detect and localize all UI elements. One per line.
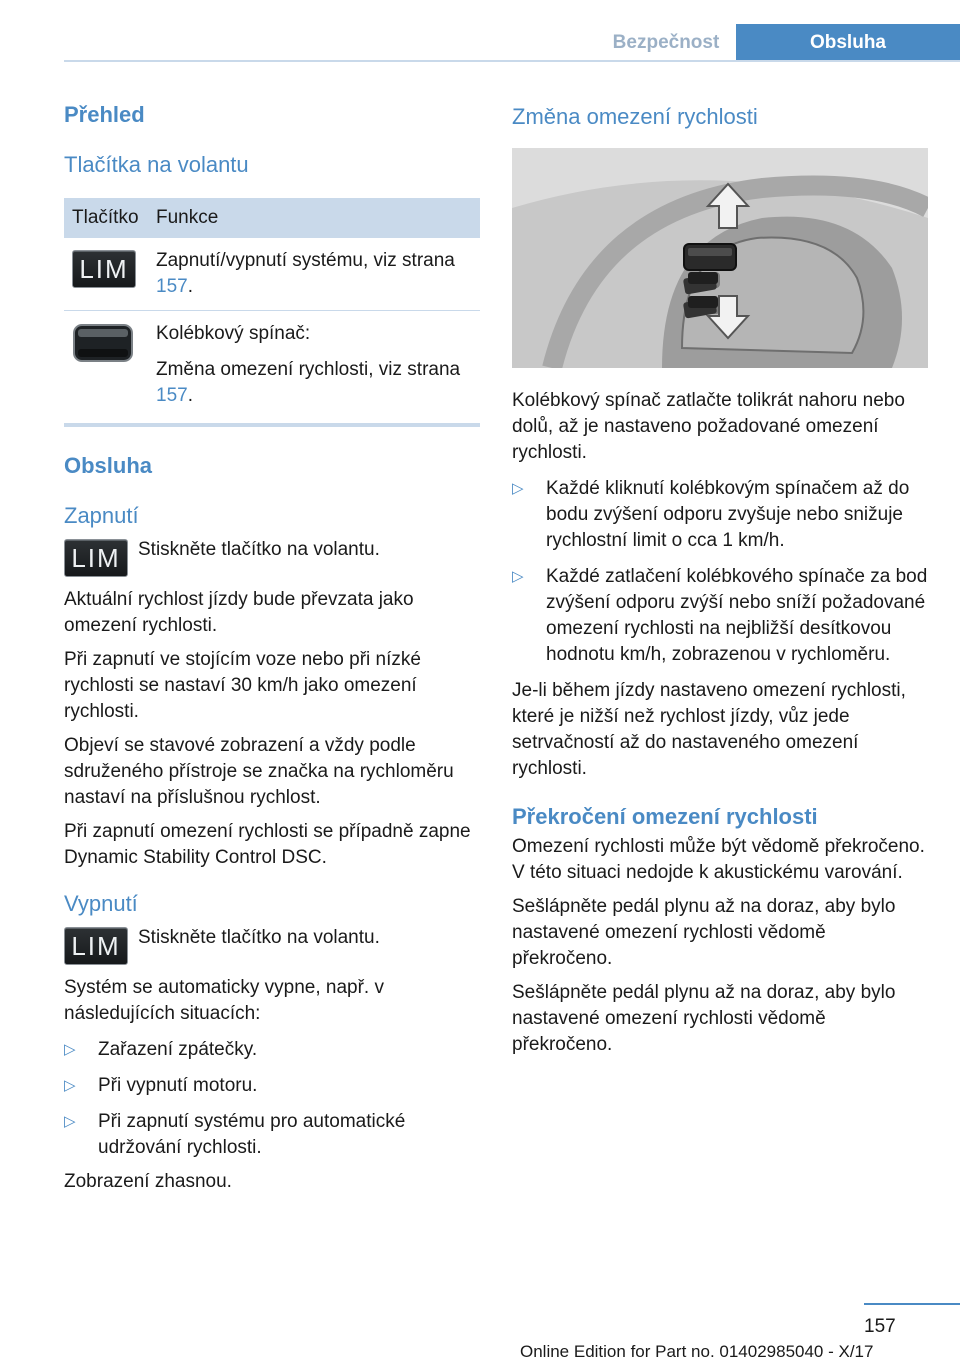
lim-button-icon: LIM bbox=[64, 539, 128, 577]
header-rule bbox=[64, 60, 960, 62]
header-tab-bezpecnost[interactable]: Bezpečnost bbox=[612, 32, 720, 53]
header-tab-obsluha[interactable]: Obsluha bbox=[736, 24, 960, 62]
vypnuti-instruction: Stiskněte tlačítko na volantu. bbox=[138, 927, 380, 948]
rocker-behaviour-list bbox=[512, 476, 928, 668]
table-header-button: Tlačítko bbox=[64, 198, 148, 238]
off-situations-list bbox=[64, 1037, 480, 1161]
row1-text: Zapnutí/vypnutí systému, viz strana bbox=[156, 250, 455, 271]
zapnuti-instruction: Stiskněte tlačítko na volantu. bbox=[138, 539, 380, 560]
left-column bbox=[64, 96, 480, 1195]
paragraph: Kolébkový spínač zatlačte tolikrát nahoru nebo dolů, až je nastaveno požadované omezení rychlosti. bbox=[512, 390, 905, 463]
heading-obsluha: Obsluha bbox=[64, 453, 153, 478]
heading-zmena-omezeni: Změna omezení rychlosti bbox=[512, 104, 758, 129]
button-function-table bbox=[64, 198, 480, 419]
paragraph: Zobrazení zhasnou. bbox=[64, 1171, 232, 1192]
list-item: ▷ Při vypnutí motoru. bbox=[64, 1073, 480, 1099]
paragraph: Sešlápněte pedál plynu až na doraz, aby bylo nastavené omezení rychlosti vědomě překročeno. bbox=[512, 982, 896, 1055]
page-link[interactable]: 157 bbox=[156, 276, 188, 297]
table-bottom-rule bbox=[64, 423, 480, 427]
lim-button-icon: LIM bbox=[72, 250, 136, 288]
page-link[interactable]: 157 bbox=[156, 385, 188, 406]
list-item: ▷ Každé kliknutí kolébkovým spínačem až do bodu zvýšení odporu zvyšuje nebo snižuje rychlostní limit o cca 1 km/h. bbox=[512, 476, 928, 554]
paragraph: Je-li během jízdy nastaveno omezení rychlosti, které je nižší než rychlost jízdy, vůz jede setrvačností až do nastaveného omezení rychlosti. bbox=[512, 680, 906, 779]
heading-tlacitka-na-volantu: Tlačítka na volantu bbox=[64, 152, 249, 177]
footer-rule bbox=[864, 1303, 960, 1305]
heading-prehled: Přehled bbox=[64, 102, 145, 127]
list-item: ▷ Zařazení zpátečky. bbox=[64, 1037, 480, 1063]
paragraph: Omezení rychlosti může být vědomě překročeno. V této situaci nedojde k akustickému varování. bbox=[512, 836, 925, 883]
lim-button-icon: LIM bbox=[64, 927, 128, 965]
paragraph: Objeví se stavové zobrazení a vždy podle sdruženého přístroje se značka na rychloměru nastaví na příslušnou rychlost. bbox=[64, 735, 454, 808]
paragraph: Systém se automaticky vypne, např. v následujících situacích: bbox=[64, 977, 384, 1024]
heading-zapnuti: Zapnutí bbox=[64, 503, 139, 528]
paragraph: Při zapnutí ve stojícím voze nebo při nízké rychlosti se nastaví 30 km/h jako omezení rychlosti. bbox=[64, 649, 421, 722]
heading-vypnuti: Vypnutí bbox=[64, 891, 138, 916]
heading-prekroceni: Překročení omezení rychlosti bbox=[512, 804, 818, 829]
steering-wheel-rocker-image bbox=[512, 148, 928, 368]
right-column bbox=[512, 96, 928, 1058]
row2-text: Změna omezení rychlosti, viz strana bbox=[156, 359, 461, 380]
rocker-switch-icon bbox=[72, 321, 134, 365]
list-item: ▷ Při zapnutí systému pro automatické udržování rychlosti. bbox=[64, 1109, 480, 1161]
list-item: ▷ Každé zatlačení kolébkového spínače za bod zvýšení odporu zvýší nebo sníží požadované omezení rychlosti na nejbližší desítkovou hodnotu km/h, zobrazenou v rychloměru. bbox=[512, 564, 928, 668]
footer-edition: Online Edition for Part no. 01402985040 - X/17 bbox=[520, 1342, 874, 1361]
page-number: 157 bbox=[864, 1316, 896, 1337]
table-header-function: Funkce bbox=[148, 198, 480, 238]
table-row: Kolébkový spínač: Změna omezení rychlosti, viz strana 157. bbox=[64, 311, 480, 420]
row2-title: Kolébkový spínač: bbox=[156, 323, 311, 344]
paragraph: Při zapnutí omezení rychlosti se případně zapne Dynamic Stability Control DSC. bbox=[64, 821, 471, 868]
paragraph: Sešlápněte pedál plynu až na doraz, aby bylo nastavené omezení rychlosti vědomě překročeno. bbox=[512, 896, 896, 969]
table-row: LIM Zapnutí/vypnutí systému, viz strana 157. bbox=[64, 238, 480, 311]
paragraph: Aktuální rychlost jízdy bude převzata jako omezení rychlosti. bbox=[64, 589, 414, 636]
